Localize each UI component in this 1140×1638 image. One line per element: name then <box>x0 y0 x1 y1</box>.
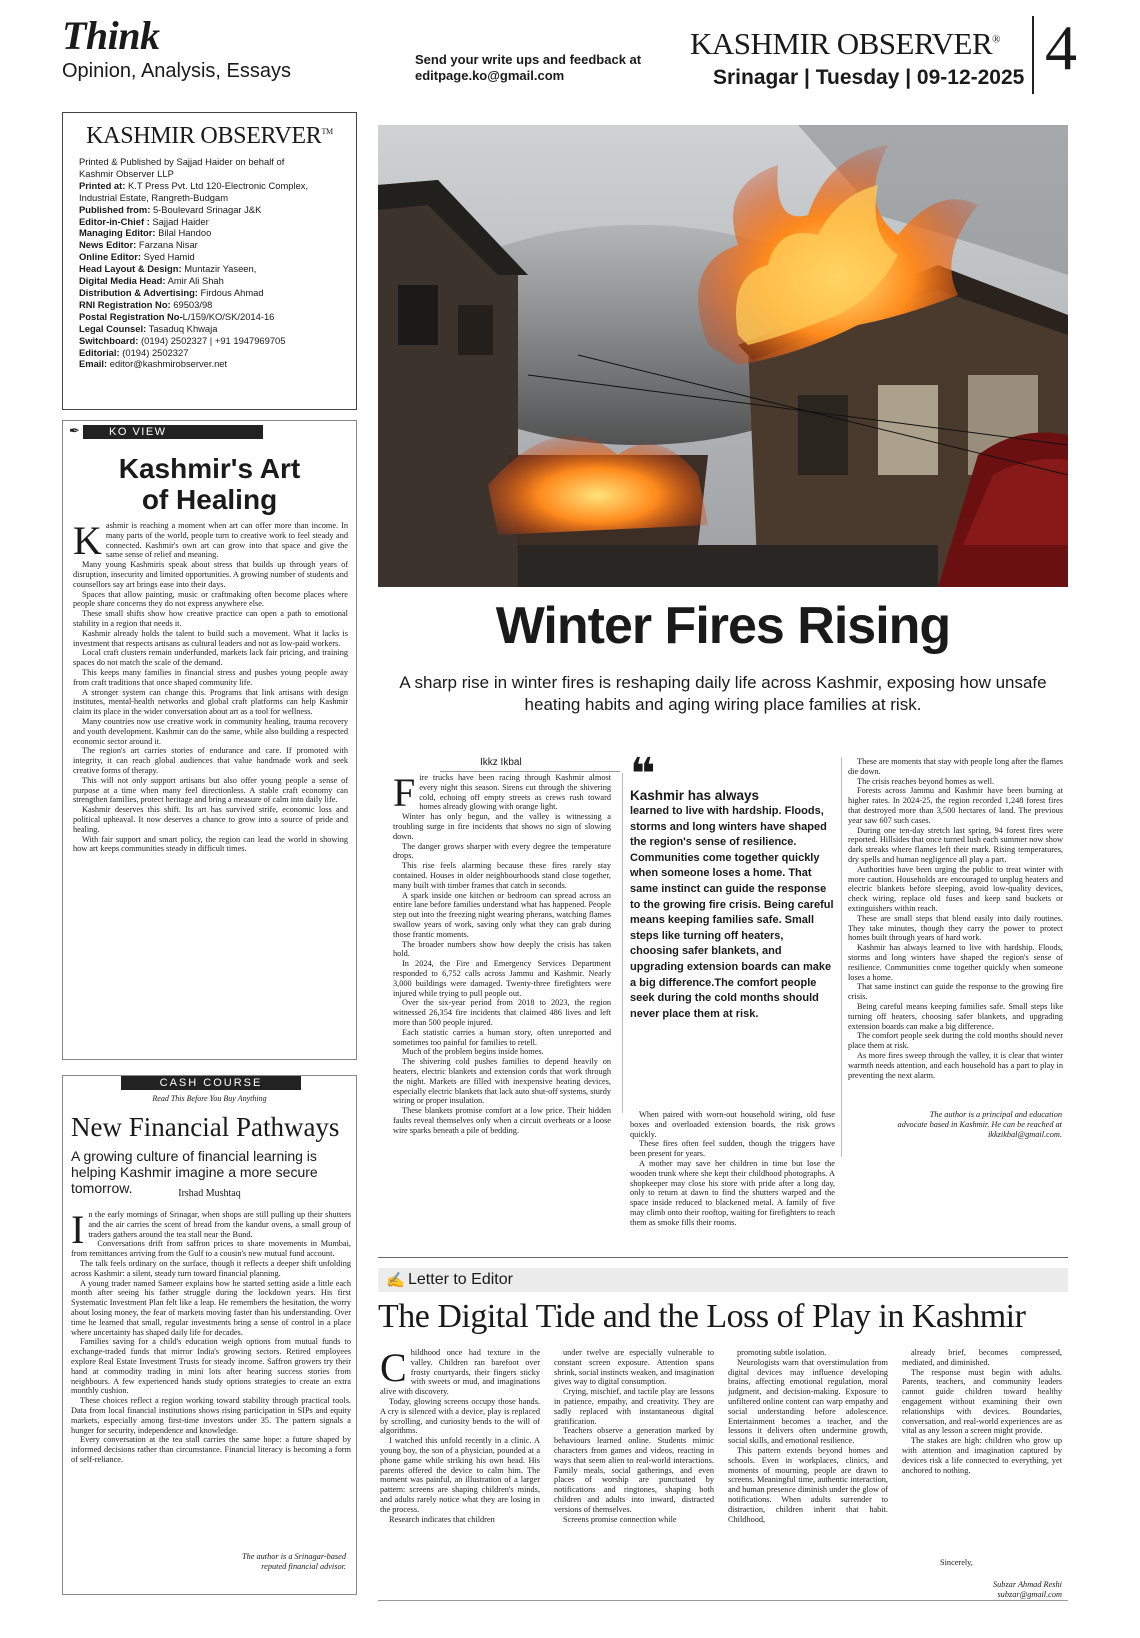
main-story-column-3 <box>848 757 1063 1080</box>
paragraph <box>393 940 611 960</box>
paragraph-text: The response must begin with adults. Parents, teachers, and community leaders cannot guide children toward healthy engagement without examining their own relationships with devices. Boundaries, conversation, and real-world experiences are as vital as any lesson a screen might provide. <box>902 1367 1062 1436</box>
imprint-value: Amir Ali Shah <box>165 275 224 287</box>
fire-photo-illustration <box>378 125 1068 587</box>
paragraph <box>848 757 1063 777</box>
paragraph-text: These choices reflect a region working toward stability through practical tools. Data from local financial institutions shows rising participation in SIPs and equity markets, especially among first-time investors under 35. The pattern signals a hunger for security, independence and knowledge. <box>71 1396 351 1435</box>
paragraph-text: Local craft clusters remain underfunded, markets lack fair pricing, and training spaces do not match the scale of the demand. <box>73 648 348 668</box>
imprint-line <box>79 180 340 192</box>
imprint-value: Syed Hamid <box>140 251 195 263</box>
imprint-value: 69503/98 <box>170 298 213 310</box>
imprint-value: 5-Boulevard Srinagar J&K <box>150 203 262 215</box>
letter-column-2 <box>554 1348 714 1524</box>
letter-column-4 <box>902 1348 1062 1475</box>
imprint-box <box>62 112 357 410</box>
imprint-value: Farzana Nisar <box>136 239 198 251</box>
feedback-note <box>415 52 641 84</box>
paragraph-text: The danger grows sharper with every degree the temperature drops. <box>393 841 611 861</box>
paragraph <box>554 1426 714 1514</box>
masthead-logo <box>690 26 1000 62</box>
imprint-line <box>79 347 340 359</box>
fire-photo <box>378 125 1068 587</box>
paragraph <box>71 1435 351 1464</box>
imprint-line <box>79 204 340 216</box>
paragraph <box>554 1515 714 1525</box>
imprint-value: Bilal Handoo <box>155 227 212 239</box>
paragraph-text: These are moments that stay with people long after the flames die down. <box>848 757 1063 776</box>
paragraph-text: A stronger system can change this. Programs that link artisans with design institutes, mental-health networks and global craft platforms can help Kashmir claim its place in the wider conversation about art as a tool for wellness. <box>73 687 348 717</box>
paragraph <box>73 688 348 717</box>
cash-course-column <box>62 1075 357 1595</box>
page-number: 4 <box>1045 12 1077 83</box>
paragraph-text: Conversations drift from saffron prices to share movements in Mumbai, from remittances arriving from the Gulf to a cousin's new mutual fund account. <box>71 1239 351 1259</box>
ko-view-tag-text: KO VIEW <box>109 426 167 438</box>
column-divider <box>841 757 842 1157</box>
imprint-line <box>79 216 340 228</box>
imprint-line <box>79 275 340 287</box>
paragraph <box>73 590 348 610</box>
letter-column-3 <box>728 1348 888 1524</box>
paragraph-text: Screens promise connection while <box>563 1514 677 1524</box>
cash-course-title: New Financial Pathways <box>71 1112 340 1142</box>
feedback-email[interactable]: editpage.ko@gmail.com <box>415 68 565 83</box>
paragraph-text: n the early mornings of Srinagar, when shops are still pulling up their shutters and the air carries the scent of bread from the kandur ovens, a small group of traders gathers around the tea stall near the Bund. <box>88 1210 351 1239</box>
letter-column-1 <box>380 1345 540 1524</box>
paragraph-text: With fair support and smart policy, the region can lead the world in showing how art keeps communities steady in difficult times. <box>73 834 348 854</box>
paragraph <box>848 943 1063 982</box>
ko-view-body <box>73 518 348 854</box>
pencil-icon: ✍ <box>386 1273 405 1289</box>
drop-cap: F <box>393 770 416 815</box>
paragraph <box>848 786 1063 825</box>
paragraph <box>73 668 348 688</box>
paragraph-text: A spark inside one kitchen or bedroom can spread across an entire lane before families understand what has happened. People step out into the freezing night wearing pherans, watching flames swallow years of work, saving only what they can grab during those frantic moments. <box>393 890 611 939</box>
imprint-value: Muntazir Yaseen, <box>181 263 257 275</box>
imprint-line <box>79 192 340 204</box>
imprint-value: Printed & Published by Sajjad Haider on behalf of <box>79 156 285 167</box>
paragraph <box>902 1348 1062 1368</box>
paragraph <box>380 1397 540 1436</box>
paragraph-text: The shivering cold pushes families to depend heavily on heaters, electric blankets and extension cords that work through the night. Markets are filled with inexpensive heating devices, especially electric blankets that lack auto shut-off systems, sturdy wiring or proper insulation. <box>393 1057 611 1106</box>
paragraph-text: Research indicates that children <box>389 1514 495 1524</box>
paragraph-text: As more fires sweep through the valley, it is clear that winter warmth needs attention, and each household has a part to play in preventing the next alarm. <box>848 1050 1063 1080</box>
cash-course-author: Irshad Mushtaq <box>178 1188 241 1199</box>
paragraph-text: ashmir is reaching a moment when art can offer more than income. In many parts of the world, people turn to creative work to feel steady and connected. Kashmir's own art can grow into that space and give the same sense of relief and meaning. <box>105 521 348 560</box>
paragraph-text: When paired with worn-out household wiring, old fuse boxes and overloaded extension boards, the risk grows quickly. <box>630 1110 835 1139</box>
paragraph <box>554 1348 714 1387</box>
paragraph-text: under twelve are especially vulnerable to constant screen exposure. Attention spans shrink, social instincts weaken, and imagination gives way to digital consumption. <box>554 1348 714 1387</box>
imprint-label: Printed at: <box>79 179 126 191</box>
paragraph <box>73 717 348 746</box>
imprint-value: Sajjad Haider <box>149 215 209 227</box>
imprint-line <box>79 239 340 251</box>
paragraph <box>393 812 611 841</box>
paragraph-text: The broader numbers show how deeply the crisis has taken hold. <box>393 939 611 959</box>
ko-view-tag <box>69 423 263 439</box>
paragraph <box>848 865 1063 914</box>
cash-course-body <box>71 1207 351 1465</box>
imprint-line <box>79 311 340 323</box>
pull-quote-text: learned to live with hardship. Floods, storms and long winters have shaped the region's sense of resilience. Communities come together quickly when someone loses a home. That same instinct can guide the response to the growing fire crisis. Being careful means keeping families safe. Small steps like turning off heaters, choosing safer blankets, and upgrading extension boards can make a big difference.The comfort people seek during the cold months should never place them at risk. <box>630 805 834 1020</box>
paragraph <box>393 998 611 1027</box>
paragraph-text: already brief, becomes compressed, mediated, and diminished. <box>902 1348 1062 1367</box>
paragraph <box>71 1259 351 1279</box>
paragraph-text: These fires often feel sudden, though the triggers have been present for years. <box>630 1139 835 1159</box>
pull-quote <box>630 750 835 1022</box>
section-divider <box>378 1257 1068 1258</box>
paragraph <box>73 805 348 834</box>
imprint-line <box>79 168 340 180</box>
paragraph <box>73 560 348 589</box>
paragraph-text: Much of the problem begins inside homes. <box>402 1047 544 1057</box>
note-line: ikkzikbal@gmail.com. <box>988 1130 1062 1139</box>
paragraph-text: This will not only support artisans but also offer young people a sense of purpose at a time when many feel directionless. A stable craft economy can strengthen families, protect heritage and bring a measure of calm into daily life. <box>73 775 348 805</box>
paragraph <box>73 629 348 649</box>
drop-cap: I <box>71 1207 85 1252</box>
paragraph <box>393 1047 611 1057</box>
pen-icon: ✒ <box>69 423 82 438</box>
imprint-label: Postal Registration No- <box>79 310 183 322</box>
paragraph-text: promoting subtle isolation. <box>737 1348 827 1357</box>
header-divider <box>1032 16 1034 94</box>
section-subtitle: Opinion, Analysis, Essays <box>62 60 291 82</box>
imprint-logo-mark: TM <box>321 127 333 136</box>
paragraph <box>71 1337 351 1396</box>
imprint-label: Editorial: <box>79 346 120 358</box>
paragraph-text: That same instinct can guide the response to the growing fire crisis. <box>848 982 1063 1002</box>
ko-view-editorial <box>62 420 357 1060</box>
imprint-value: Industrial Estate, Rangreth-Budgam <box>79 191 229 203</box>
letter-title: The Digital Tide and the Loss of Play in Kashmir <box>378 1298 1026 1335</box>
imprint-label: Email: <box>79 358 108 370</box>
imprint-line <box>79 263 340 275</box>
imprint-value: Firdous Ahmad <box>197 286 264 298</box>
paragraph-text: ire trucks have been racing through Kashmir almost every night this season. Sirens cut through the shivering cold, echoing off empty streets as crews rush toward homes already glowing with orange light. <box>419 773 611 812</box>
imprint-line <box>79 299 340 311</box>
paragraph-text: Each statistic carries a human story, often unreported and sometimes too painful for families to retell. <box>393 1027 611 1047</box>
imprint-lines <box>79 156 340 370</box>
paragraph-text: Today, glowing screens occupy those hands. A cry is silenced with a device, play is replaced by scrolling, and curiosity bends to the will of algorithms. <box>380 1396 540 1436</box>
paragraph-text: A young trader named Sameer explains how he started setting aside a little each month after seeing his father struggle during the lockdown years. His first Systematic Investment Plan felt like a leap. He remembers the hesitation, the worry about losing money, the fear of markets moving faster than his understanding. Over time he learned that small, regular investments bring a sense of control in a place where uncertainty has shaped daily life for decades. <box>71 1278 351 1337</box>
imprint-logo <box>79 123 340 150</box>
paragraph-text: During one ten-day stretch last spring, 94 forest fires were reported. Hillsides that once turned lush each summer now show dark streaks where flames left their mark. Rising temperatures, dry spells and human negligence all play a part. <box>848 825 1063 864</box>
imprint-label: Distribution & Advertising: <box>79 286 198 298</box>
paragraph-text: Kashmir has always learned to live with hardship. Floods, storms and long winters have shaped the region's sense of resilience. Communities come together quickly when someone loses a home. <box>848 943 1063 982</box>
paragraph <box>73 648 348 668</box>
paragraph <box>73 609 348 629</box>
paragraph-text: I watched this unfold recently in a clinic. A young boy, the son of a physician, pounded at a phone game while striking his own head. His parents offered the device to calm him. The moment was painful, an illustration of a larger pattern: screens are shaping children's minds, and adults rarely notice what they are losing in the process. <box>380 1436 540 1514</box>
paragraph-text: The stakes are high: children who grow up with attention and imagination captured by devices risk a life connected to everything, yet anchored to nothing. <box>902 1436 1062 1475</box>
paragraph-text: hildhood once had texture in the valley. Children ran barefoot over frosty courtyards, their fingers sticky with sweets or mud, and imaginations alive with discovery. <box>380 1348 540 1397</box>
paragraph <box>73 746 348 775</box>
imprint-label: Online Editor: <box>79 251 141 263</box>
imprint-label: Managing Editor: <box>79 227 156 239</box>
paragraph <box>902 1368 1062 1437</box>
paragraph <box>848 914 1063 943</box>
column-divider <box>622 773 623 1113</box>
signature-name: Subzar Ahmad Reshi <box>993 1580 1062 1589</box>
paragraph-text: Winter has only begun, and the valley is witnessing a troubling surge in fire incidents that shows no sign of slowing down. <box>393 812 611 841</box>
paragraph <box>554 1387 714 1426</box>
imprint-label: Digital Media Head: <box>79 275 166 287</box>
paragraph-text: Teachers observe a generation marked by behaviours learned online. Students mimic characters from games and videos, reacting in ways that seem alien to real-world interactions. Family meals, social gatherings, and even places of worship are punctuated by notifications and ringtones, shaping both children and adults into inward, distracted versions of themselves. <box>554 1426 714 1514</box>
paragraph-text: This rise feels alarming because these fires rarely stay contained. Houses in older neighbourhoods stand close together, many built with timber frames that catch in seconds. <box>393 861 611 890</box>
imprint-value: K.T Press Pvt. Ltd 120-Electronic Complex, <box>125 179 309 191</box>
imprint-label: Published from: <box>79 203 151 215</box>
cash-course-subtag: Read This Before You Buy Anything <box>152 1094 267 1103</box>
paragraph-text: These are small steps that blend easily into daily routines. They take minutes, though they carry the power to protect homes built through years of hard work. <box>848 913 1063 943</box>
paragraph <box>848 982 1063 1002</box>
paragraph-text: Forests across Jammu and Kashmir have been burning at higher rates. In 2024-25, the region recorded 1,248 forest fires that destroyed more than 3,500 hectares of land. The previous year saw 607 such cases. <box>848 786 1063 825</box>
paragraph <box>848 1031 1063 1051</box>
imprint-line <box>79 227 340 239</box>
paragraph <box>393 861 611 890</box>
imprint-value: (0194) 2502327 | +91 1947969705 <box>138 334 286 346</box>
byline-rule <box>440 771 620 772</box>
paragraph-text: Many countries now use creative work in community healing, trauma recovery and youth development. Kashmir can do the same, while also building a respected economic sector around it. <box>73 716 348 746</box>
paragraph-text: A mother may save her children in time but lose the wooden trunk where she kept their childhood photographs. A shopkeeper may close his store with pride after a long day, only to return at dawn to find the shutters warped and the space inside reduced to blackened metal. A family of five may climb onto their rooftop, waiting for firefighters to reach them as smoke fills their rooms. <box>630 1158 835 1227</box>
drop-cap: K <box>73 518 102 563</box>
paragraph <box>902 1436 1062 1475</box>
imprint-line <box>79 287 340 299</box>
cash-course-author-note <box>242 1552 346 1572</box>
paragraph-text: The region's art carries stories of endurance and care. If promoted with integrity, it can reach global audiences that value handmade work and seek creative forms of therapy. <box>73 746 348 775</box>
imprint-line <box>79 335 340 347</box>
quote-icon: ❝ <box>630 750 656 799</box>
paragraph <box>630 1139 835 1159</box>
paragraph <box>393 1106 611 1135</box>
paragraph <box>73 835 348 855</box>
ko-view-title-line: of Healing <box>141 484 278 515</box>
paragraph-text: The crisis reaches beyond homes as well. <box>857 776 995 786</box>
drop-cap: C <box>380 1345 407 1390</box>
paragraph-text: Every conversation at the tea stall carries the same hope: a future shaped by informed decisions rather than circumstance. Financial literacy is becoming a form of self-reliance. <box>71 1435 351 1464</box>
dateline: Srinagar | Tuesday | 09-12-2025 <box>713 66 1025 89</box>
paragraph-text: Neurologists warn that overstimulation from digital devices may influence developing brains, affecting emotional regulation, moral judgment, and decision-making. Exposure to unfiltered online content can warp empathy and social understanding before adolescence. Entertainment becomes a teacher, and the lessons it delivers often undermine growth, social skills, and emotional resilience. <box>728 1357 888 1446</box>
main-headline: Winter Fires Rising <box>495 597 951 655</box>
paragraph <box>393 1057 611 1106</box>
imprint-value[interactable]: editor@kashmirobserver.net <box>107 358 228 370</box>
imprint-line <box>79 156 340 168</box>
cash-course-tag: CASH COURSE <box>121 1076 301 1090</box>
paragraph <box>848 777 1063 787</box>
paragraph <box>393 891 611 940</box>
imprint-label: News Editor: <box>79 239 137 251</box>
paragraph-text: Kashmir already holds the talent to build such a movement. What it lacks is investment that respects artisans as cultural leaders and not as low-paid workers. <box>73 628 348 648</box>
paragraph <box>630 1110 835 1139</box>
imprint-line <box>79 323 340 335</box>
letter-signoff: Sincerely, <box>940 1558 973 1567</box>
note-line: advocate based in Kashmir. He can be reached at <box>897 1120 1062 1129</box>
paragraph-text: These small shifts show how creative practice can open a path to emotional stability in a region that needs it. <box>73 609 348 628</box>
imprint-line <box>79 358 340 370</box>
paragraph <box>393 959 611 998</box>
imprint-label: Legal Counsel: <box>79 322 147 334</box>
imprint-value: L/159/KO/SK/2014-16 <box>182 310 275 322</box>
paragraph-text: The talk feels ordinary on the surface, though it reflects a deeper shift unfolding across Kashmir: a silent, steady turn toward financial planning. <box>71 1258 351 1278</box>
imprint-logo-text: KASHMIR OBSERVER <box>86 123 322 149</box>
pull-quote-lead: Kashmir has always <box>630 788 760 803</box>
imprint-label: Editor-in-Chief : <box>79 215 150 227</box>
note-line: The author is a Srinagar-based <box>241 1552 346 1561</box>
letter-tag: Letter to Editor <box>408 1271 513 1288</box>
paragraph <box>630 1159 835 1228</box>
imprint-label: RNI Registration No: <box>79 298 171 310</box>
page-bottom-rule <box>378 1600 1068 1601</box>
ko-view-title <box>63 453 356 515</box>
paragraph <box>393 1028 611 1048</box>
paragraph <box>848 1002 1063 1031</box>
paragraph <box>380 1345 540 1397</box>
main-author-note <box>870 1110 1062 1140</box>
paragraph-text: Kashmir deserves this shift. Its art has survived strife, economic loss and political upheaval. It now deserves a chance to grow into a source of pride and healing. <box>73 805 348 834</box>
imprint-value: (0194) 2502327 <box>119 346 189 358</box>
ko-view-title-line: Kashmir's Art <box>118 453 301 484</box>
paragraph <box>73 776 348 805</box>
paragraph-text: Families saving for a child's education weigh options from mutual funds to exchange-traded funds that mirror India's growing sectors. Retired employees explore Real Estate Investment Trusts for steady income. Saffron growers try their hand at commodity trading in mini lots after hearing success stories from neighbours. A few experienced hands study options strategies to create an extra monthly cushion. <box>71 1337 351 1396</box>
letter-signature <box>900 1580 1062 1600</box>
paragraph-text: The comfort people seek during the cold months should never place them at risk. <box>848 1031 1063 1051</box>
paragraph <box>728 1446 888 1524</box>
main-story-column-1 <box>393 770 611 1135</box>
main-byline: Ikkz Ikbal <box>480 757 522 768</box>
signature-email: subzar@gmail.com <box>997 1590 1062 1599</box>
paragraph <box>71 1396 351 1435</box>
paragraph <box>848 1051 1063 1080</box>
paragraph-text: In 2024, the Fire and Emergency Services Department responded to 6,752 calls across Jammu and Kashmir. Nearly 3,000 buildings were damaged. Twenty-three firefighters were injured while trying to pull people out. <box>393 959 611 998</box>
note-line: reputed financial advisor. <box>261 1562 346 1571</box>
cash-course-deck: A growing culture of financial learning is helping Kashmir imagine a more secure tomorrow. <box>71 1148 318 1196</box>
feedback-line: Send your write ups and feedback at <box>415 52 642 67</box>
paragraph <box>393 842 611 862</box>
paragraph-text: Over the six-year period from 2018 to 2023, the region witnessed 26,354 fire incidents that claimed 486 lives and left more than 500 people injured. <box>393 998 611 1027</box>
paragraph-text: This keeps many families in financial stress and pushes young people away from craft traditions that once shaped community life. <box>73 667 348 687</box>
paragraph-text: Spaces that allow painting, music or craftmaking often become places where people share concerns they do not express anywhere else. <box>73 589 348 609</box>
paragraph <box>380 1436 540 1514</box>
main-story-column-2 <box>630 1110 835 1228</box>
paragraph-text: These blankets promise comfort at a low price. Their hidden faults reveal themselves only when a circuit overheats or a loose wire sparks beneath a pile of bedding. <box>393 1106 611 1135</box>
paragraph <box>380 1515 540 1525</box>
paragraph-text: Being careful means keeping families safe. Small steps like turning off heaters, choosing safer blankets, and upgrading extension boards can make a big difference. <box>848 1001 1063 1031</box>
paragraph <box>848 826 1063 865</box>
imprint-label: Switchboard: <box>79 334 139 346</box>
paragraph <box>728 1358 888 1446</box>
paragraph <box>728 1348 888 1358</box>
masthead-mark: ® <box>992 33 1001 46</box>
note-line: The author is a principal and education <box>929 1110 1062 1119</box>
paragraph-text: Many young Kashmiris speak about stress that builds up through years of disruption, insecurity and limited opportunities. A growing number of students and counsellors say art brings ease into their days. <box>73 560 348 589</box>
imprint-value: Kashmir Observer LLP <box>79 167 174 179</box>
paragraph <box>393 770 611 815</box>
section-title: Think <box>62 13 160 58</box>
paragraph-text: Authorities have been urging the public to treat winter with more caution. Households are encouraged to unplug heaters and electric blankets before sleeping, avoid low-quality devices, check wiring, replace old fuses and keep sand buckets or extinguishers within reach. <box>848 864 1063 913</box>
paragraph-text: This pattern extends beyond homes and schools. Even in workplaces, clinics, and moments of mourning, people are drawn to screens. Meaningful time, authentic interaction, and human presence diminish under the glow of notifications. When adults surrender to distraction, children inherit that habit. Childhood, <box>728 1445 888 1524</box>
masthead-text: KASHMIR OBSERVER <box>690 26 993 61</box>
imprint-line <box>79 251 340 263</box>
paragraph <box>71 1279 351 1338</box>
paragraph-text: Crying, mischief, and tactile play are lessons in patience, empathy, and creativity. They are sadly replaced with instantaneous digital gratification. <box>554 1387 714 1426</box>
letter-tag-bar <box>378 1268 1068 1292</box>
paragraph <box>73 518 348 563</box>
main-deck: A sharp rise in winter fires is reshaping daily life across Kashmir, exposing how unsafe heating habits and aging wiring place families at risk. <box>399 673 1047 714</box>
imprint-label: Head Layout & Design: <box>79 263 182 275</box>
imprint-value: Tasaduq Khwaja <box>146 322 218 334</box>
paragraph <box>71 1239 351 1259</box>
